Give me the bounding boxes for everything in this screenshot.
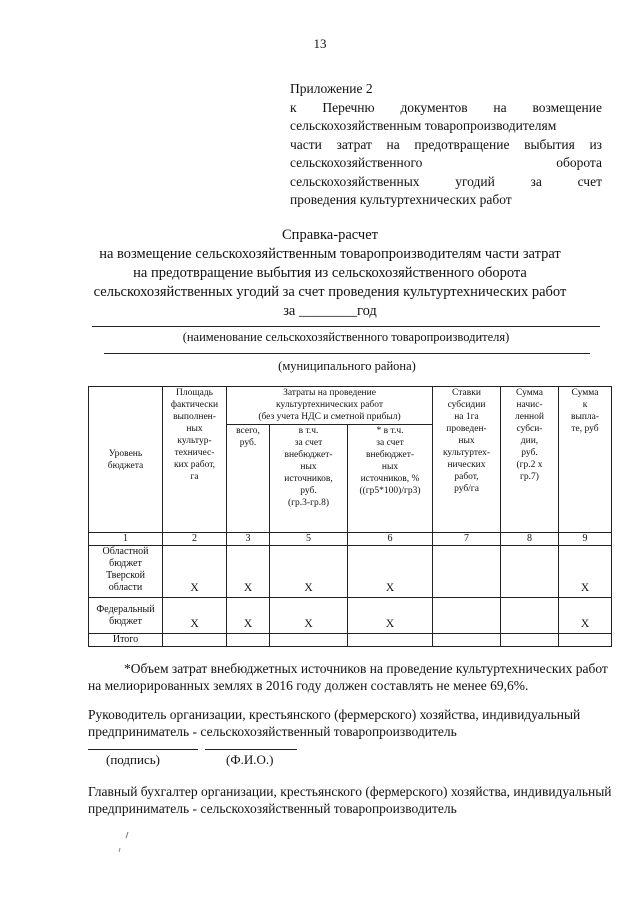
table-cell — [348, 634, 433, 647]
full-name-line — [205, 749, 297, 750]
signature-line — [88, 749, 198, 750]
appendix-line: к Перечню документов на возмещение — [290, 99, 602, 115]
table-cell: X — [270, 598, 348, 634]
header-area: Площадь фактически выполнен- ных культур- техничес- ких работ, га — [163, 387, 227, 533]
table-cell — [270, 634, 348, 647]
column-number: 7 — [433, 533, 501, 546]
table-cell — [433, 634, 501, 647]
table-cell: X — [227, 546, 270, 598]
column-number: 8 — [501, 533, 559, 546]
table-row — [89, 546, 612, 598]
table-cell — [559, 634, 612, 647]
accountant-block — [88, 783, 618, 817]
row-label: Федеральный бюджет — [89, 598, 163, 634]
column-number: 2 — [163, 533, 227, 546]
calculation-table — [88, 386, 612, 647]
appendix-block — [290, 80, 602, 210]
footnote-line: на мелиорированных землях в 2016 году должен составлять не менее 69,6%. — [88, 678, 529, 693]
producer-caption: (наименование сельскохозяйственного товаропроизводителя) — [182, 330, 510, 344]
producer-name-line — [92, 326, 600, 327]
scan-mark — [104, 828, 134, 858]
head-signature-line: предприниматель - сельскохозяйственный товаропроизводитель — [88, 724, 457, 739]
table-cell: X — [227, 598, 270, 634]
accountant-line: Главный бухгалтер организации, крестьянского (фермерского) хозяйства, индивидуальный — [88, 784, 612, 799]
header-costs-group: Затраты на проведение культуртехнических работ (без учета НДС и сметной прибыл) — [227, 387, 433, 425]
header-payable-sum: Сумма к выпла- те, руб — [559, 387, 612, 533]
table-cell — [501, 634, 559, 647]
table-cell — [433, 598, 501, 634]
column-number: 5 — [270, 533, 348, 546]
header-accrued-subsidy: Сумма начис- ленной субси- дии, руб. (гр.2 х гр.7) — [501, 387, 559, 533]
column-number: 9 — [559, 533, 612, 546]
column-number: 3 — [227, 533, 270, 546]
table-cell: X — [163, 598, 227, 634]
full-name-caption: (Ф.И.О.) — [226, 752, 274, 767]
row-label: Областной бюджет Тверской области — [89, 546, 163, 598]
table-cell — [433, 546, 501, 598]
appendix-line: части затрат на предотвращение выбытия из — [290, 136, 602, 152]
footnote — [88, 660, 618, 694]
header-extrabudget-rub: в т.ч. за счет внебюджет- ных источников, руб. (гр.3-гр.8) — [270, 425, 348, 533]
head-signature-line: Руководитель организации, крестьянского (фермерского) хозяйства, индивидуальный — [88, 707, 581, 722]
heading-year-line: за ________год — [283, 303, 377, 319]
district-caption: (муниципального района) — [278, 359, 416, 373]
heading-line: сельскохозяйственных угодий за счет проведения культуртехнических работ — [93, 284, 567, 300]
footnote-line: *Объем затрат внебюджетных источников на проведение культуртехнических работ — [124, 661, 608, 676]
table-cell: X — [163, 546, 227, 598]
heading-line: на предотвращение выбытия из сельскохозяйственного оборота — [133, 265, 527, 281]
appendix-line: сельскохозяйственных угодий за счет — [290, 173, 602, 189]
header-budget-level: Уровень бюджета — [89, 387, 163, 533]
table-cell: X — [270, 546, 348, 598]
table-cell — [501, 598, 559, 634]
signature-caption: (подпись) — [106, 752, 160, 767]
table-row-total — [89, 634, 612, 647]
column-number: 1 — [89, 533, 163, 546]
table-cell — [227, 634, 270, 647]
header-extrabudget-pct: * в т.ч. за счет внебюджет- ных источников, % ((гр5*100)/гр3) — [348, 425, 433, 533]
page-number: 13 — [313, 36, 327, 51]
column-number: 6 — [348, 533, 433, 546]
table-row — [89, 598, 612, 634]
document-title: Справка-расчет — [282, 227, 378, 243]
document-heading — [70, 226, 590, 321]
table-cell: X — [559, 598, 612, 634]
accountant-line: предприниматель - сельскохозяйственный товаропроизводитель — [88, 801, 457, 816]
table-cell: X — [348, 546, 433, 598]
heading-line: на возмещение сельскохозяйственным товаропроизводителям части затрат — [99, 246, 561, 262]
district-name-line — [104, 353, 590, 354]
row-label: Итого — [89, 634, 163, 647]
table-cell — [501, 546, 559, 598]
head-signature-block — [88, 706, 618, 740]
column-numbers-row — [89, 533, 612, 546]
appendix-line: сельскохозяйственного оборота — [290, 155, 602, 170]
header-total-costs: всего, руб. — [227, 425, 270, 533]
table-cell: X — [559, 546, 612, 598]
appendix-title: Приложение 2 — [290, 81, 373, 96]
header-subsidy-rate: Ставки субсидии на 1га проведен- ных культуртех- нических работ, руб/га — [433, 387, 501, 533]
appendix-line: проведения культуртехнических работ — [290, 192, 512, 207]
appendix-line: сельскохозяйственным товаропроизводителям — [290, 118, 557, 133]
table-cell: X — [348, 598, 433, 634]
table-cell — [163, 634, 227, 647]
